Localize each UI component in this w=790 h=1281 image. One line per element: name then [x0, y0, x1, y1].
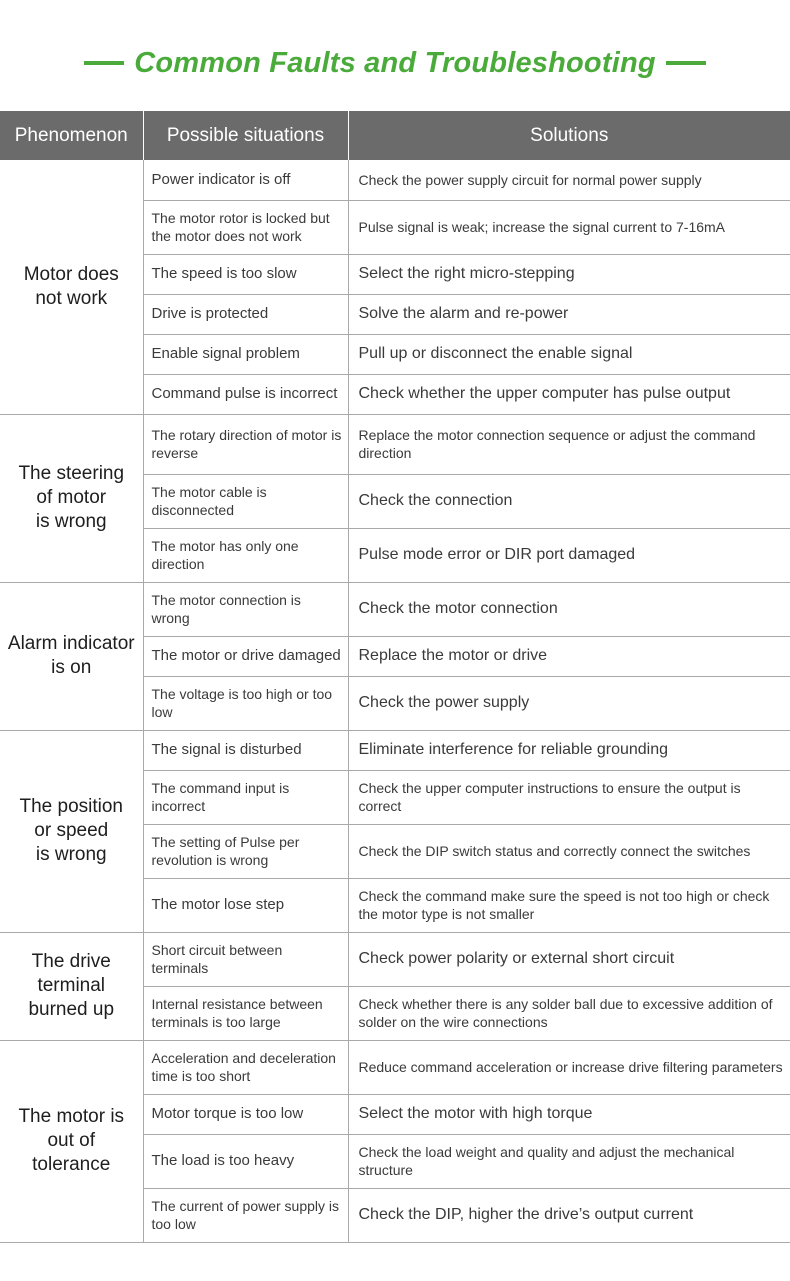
situation-cell: Power indicator is off — [143, 160, 348, 200]
phenomenon-cell — [0, 730, 143, 932]
solution-cell: Check whether there is any solder ball due to excessive addition of solder on the wire connections — [348, 986, 790, 1040]
solution-cell: Select the motor with high torque — [348, 1094, 790, 1134]
table-row — [0, 160, 790, 200]
table-row — [0, 932, 790, 986]
table-row — [0, 1040, 790, 1094]
phenomenon-cell — [0, 1040, 143, 1242]
situation-cell: The motor or drive damaged — [143, 636, 348, 676]
title-right-rule — [666, 61, 706, 65]
solution-cell: Reduce command acceleration or increase drive filtering parameters — [348, 1040, 790, 1094]
situation-cell: The rotary direction of motor is reverse — [143, 414, 348, 474]
situation-cell: The speed is too slow — [143, 254, 348, 294]
situation-cell: The signal is disturbed — [143, 730, 348, 770]
solution-cell: Replace the motor or drive — [348, 636, 790, 676]
phenomenon-line: The motor is — [18, 1106, 125, 1127]
phenomenon-cell — [0, 932, 143, 1040]
situation-cell: The current of power supply is too low — [143, 1188, 348, 1242]
solution-cell: Pulse mode error or DIR port damaged — [348, 528, 790, 582]
table-row — [0, 582, 790, 636]
page-title: Common Faults and Troubleshooting — [134, 46, 656, 79]
phenomenon-line: The position — [19, 796, 123, 817]
solution-cell: Pulse signal is weak; increase the signal current to 7-16mA — [348, 200, 790, 254]
situation-cell: Internal resistance between terminals is too large — [143, 986, 348, 1040]
solution-cell: Eliminate interference for reliable grounding — [348, 730, 790, 770]
situation-cell: The motor has only one direction — [143, 528, 348, 582]
situation-cell: Enable signal problem — [143, 334, 348, 374]
phenomenon-line: Alarm indicator — [7, 633, 135, 654]
solution-cell: Select the right micro-stepping — [348, 254, 790, 294]
table-row — [0, 730, 790, 770]
solution-cell: Check power polarity or external short circuit — [348, 932, 790, 986]
situation-cell: Short circuit between terminals — [143, 932, 348, 986]
title-bar — [0, 40, 790, 86]
header-phenomenon: Phenomenon — [0, 111, 143, 160]
phenomenon-line: out of — [47, 1130, 96, 1151]
solution-cell: Check the power supply circuit for normal power supply — [348, 160, 790, 200]
solution-cell: Check the command make sure the speed is not too high or check the motor type is not smaller — [348, 878, 790, 932]
phenomenon-line: tolerance — [32, 1154, 111, 1175]
solution-cell: Check the motor connection — [348, 582, 790, 636]
header-solutions: Solutions — [348, 111, 790, 160]
situation-cell: The command input is incorrect — [143, 770, 348, 824]
situation-cell: Command pulse is incorrect — [143, 374, 348, 414]
solution-cell: Check whether the upper computer has pulse output — [348, 374, 790, 414]
solution-cell: Solve the alarm and re-power — [348, 294, 790, 334]
solution-cell: Check the connection — [348, 474, 790, 528]
solution-cell: Pull up or disconnect the enable signal — [348, 334, 790, 374]
situation-cell: The motor cable is disconnected — [143, 474, 348, 528]
phenomenon-line: not work — [35, 287, 108, 309]
phenomenon-line: The steering — [18, 463, 125, 484]
situation-cell: The load is too heavy — [143, 1134, 348, 1188]
solution-cell: Check the load weight and quality and adjust the mechanical structure — [348, 1134, 790, 1188]
troubleshooting-table — [0, 111, 790, 1243]
phenomenon-line: of motor — [36, 487, 107, 508]
phenomenon-line: burned up — [28, 999, 115, 1020]
situation-cell: Motor torque is too low — [143, 1094, 348, 1134]
situation-cell: The motor rotor is locked but the motor does not work — [143, 200, 348, 254]
phenomenon-line: is wrong — [35, 844, 107, 865]
solution-cell: Check the upper computer instructions to ensure the output is correct — [348, 770, 790, 824]
situation-cell: The motor lose step — [143, 878, 348, 932]
title-left-rule — [84, 61, 124, 65]
solution-cell: Replace the motor connection sequence or adjust the command direction — [348, 414, 790, 474]
table-row — [0, 414, 790, 474]
solution-cell: Check the DIP switch status and correctly connect the switches — [348, 824, 790, 878]
phenomenon-cell — [0, 582, 143, 730]
table-body — [0, 160, 790, 1242]
situation-cell: Acceleration and deceleration time is too short — [143, 1040, 348, 1094]
phenomenon-line: is on — [51, 657, 92, 678]
situation-cell: The voltage is too high or too low — [143, 676, 348, 730]
situation-cell: Drive is protected — [143, 294, 348, 334]
situation-cell: The motor connection is wrong — [143, 582, 348, 636]
phenomenon-line: Motor does — [23, 263, 119, 285]
phenomenon-line: The drive — [31, 951, 111, 972]
phenomenon-line: is wrong — [35, 511, 107, 532]
phenomenon-cell — [0, 414, 143, 582]
table-header-row — [0, 111, 790, 160]
solution-cell: Check the DIP, higher the drive’s output current — [348, 1188, 790, 1242]
phenomenon-line: or speed — [34, 820, 109, 841]
phenomenon-cell — [0, 160, 143, 414]
phenomenon-line: terminal — [37, 975, 106, 996]
solution-cell: Check the power supply — [348, 676, 790, 730]
header-situations: Possible situations — [143, 111, 348, 160]
situation-cell: The setting of Pulse per revolution is wrong — [143, 824, 348, 878]
